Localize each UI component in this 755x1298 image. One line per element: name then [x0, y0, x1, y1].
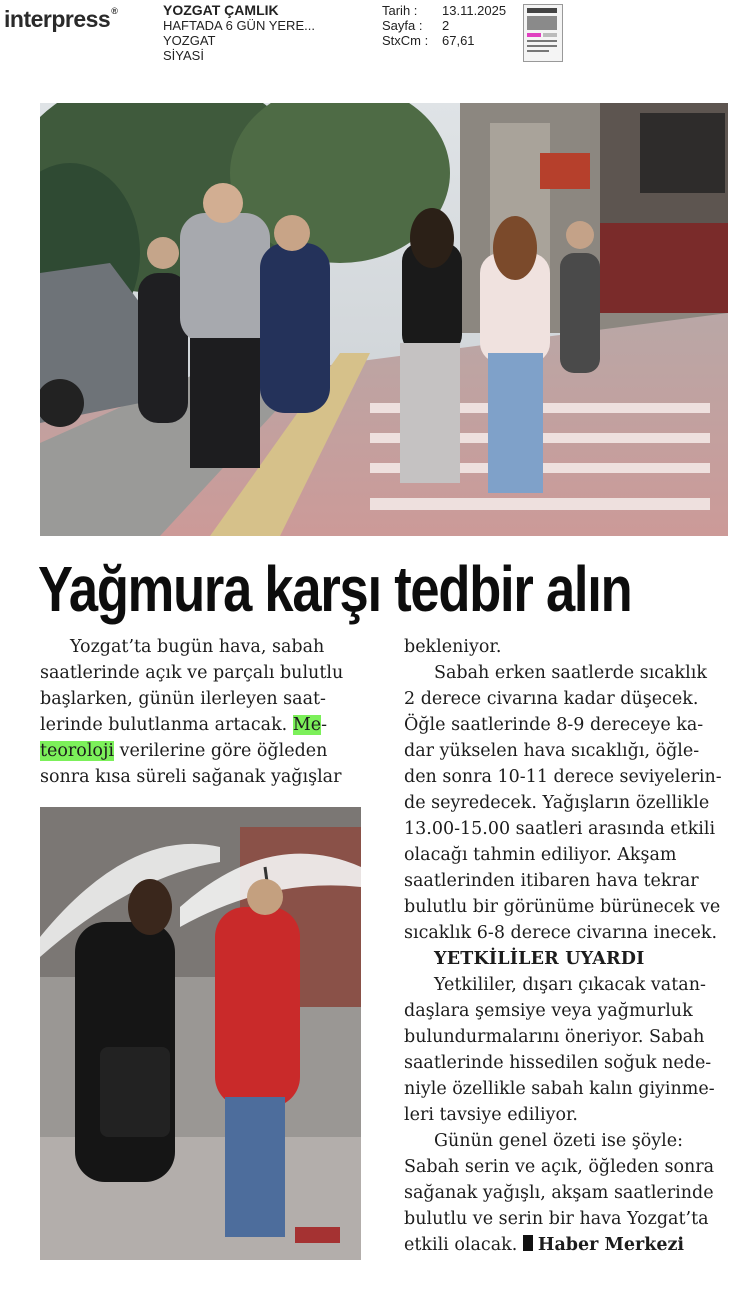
page-thumbnail[interactable] [523, 4, 563, 62]
clipping-meta [382, 3, 506, 48]
body-line: Öğle saatlerinde 8-9 dereceye ka- [404, 715, 704, 735]
street-photo [40, 103, 728, 536]
body-line: başlarken, günün ilerleyen saat- [40, 689, 326, 709]
publication-name: YOZGAT ÇAMLIK [163, 2, 279, 18]
body-line: sağanak yağışlı, akşam saatlerinde [404, 1183, 714, 1203]
logo-text: interpress [4, 6, 111, 32]
body-line: Günün genel özeti ise şöyle: [434, 1131, 684, 1151]
headline: Yağmura karşı tedbir alın [38, 553, 632, 625]
interpress-logo [4, 6, 117, 33]
umbrella-photo [40, 807, 361, 1260]
date-label: Tarih : [382, 3, 418, 18]
body-line: de seyredecek. Yağışların özellikle [404, 793, 710, 813]
body-line: bulundurmalarını öneriyor. Sabah [404, 1027, 705, 1047]
clipping-source-info [163, 3, 315, 63]
body-line: 13.00-15.00 saatleri arasında etkili [404, 819, 716, 839]
publication-frequency: HAFTADA 6 GÜN YERE... [163, 18, 315, 33]
body-line: dar yükselen hava sıcaklığı, öğle- [404, 741, 700, 761]
body-line: sonra kısa süreli sağanak yağışlar [40, 767, 342, 787]
umbrella-photo-icon [40, 807, 361, 1260]
publication-city: YOZGAT [163, 33, 216, 48]
subheading: YETKİLİLER UYARDI [434, 949, 645, 969]
page-label: Sayfa : [382, 18, 423, 33]
body-line: Sabah serin ve açık, öğleden sonra [404, 1157, 715, 1177]
body-line: Yozgat’ta bugün hava, sabah [70, 637, 325, 657]
body-line: bekleniyor. [404, 637, 502, 657]
body-line: saatlerinde hissedilen soğuk nede- [404, 1053, 712, 1073]
page-value: 2 [442, 18, 450, 33]
body-line: saatlerinden itibaren hava tekrar [404, 871, 699, 891]
body-line: bulutlu ve serin bir hava Yozgat’ta [404, 1209, 709, 1229]
body-line: den sonra 10-11 derece seviyelerin- [404, 767, 722, 787]
body-line: leri tavsiye ediliyor. [404, 1105, 578, 1125]
body-line: olacağı tahmin ediliyor. Akşam [404, 845, 677, 865]
body-line: saatlerinde açık ve parçalı bulutlu [40, 663, 344, 683]
body-line: sıcaklık 6-8 derece civarına inecek. [404, 923, 718, 943]
body-line [404, 1232, 736, 1258]
street-photo-icon [40, 103, 728, 536]
body-line: daşlara şemsiye veya yağmurluk [404, 1001, 693, 1021]
body-line: 2 derece civarına kadar düşecek. [404, 689, 699, 709]
article-column-right [404, 634, 736, 1258]
highlighted-term: Me [292, 715, 322, 735]
publication-category: SİYASİ [163, 48, 204, 63]
body-line [40, 738, 362, 764]
end-square-icon [523, 1235, 533, 1251]
body-text: etkili olacak. [404, 1235, 518, 1255]
body-text: lerinde bulutlanma artacak. [40, 715, 288, 735]
body-line: bulutlu bir görünüme bürünecek ve [404, 897, 721, 917]
highlighted-term: teoroloji [40, 741, 114, 761]
body-line: lerinde bulutlanma artacak. Me- [40, 715, 328, 735]
date-value: 13.11.2025 [442, 3, 507, 18]
byline: Haber Merkezi [537, 1235, 685, 1255]
body-line: Sabah erken saatlerde sıcaklık [434, 663, 707, 683]
size-label: StxCm : [382, 33, 429, 48]
body-text: verilerine göre öğleden [119, 741, 328, 761]
size-value: 67,61 [442, 33, 475, 48]
body-line: niyle özellikle sabah kalın giyinme- [404, 1079, 715, 1099]
article-column-left [40, 634, 362, 790]
registered-mark: ® [111, 6, 118, 16]
body-line: Yetkililer, dışarı çıkacak vatan- [434, 975, 706, 995]
